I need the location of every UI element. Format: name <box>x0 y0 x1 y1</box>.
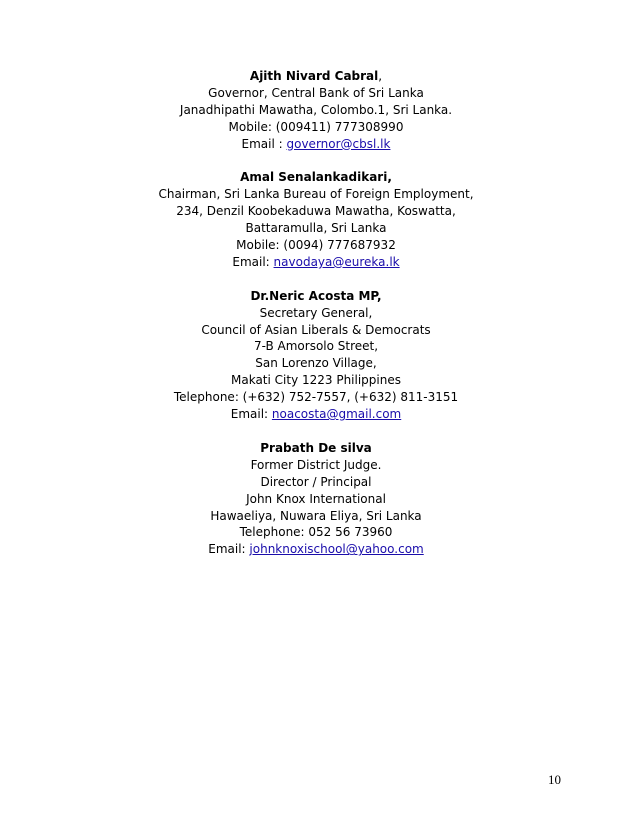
email-link[interactable]: navodaya@eureka.lk <box>273 254 400 269</box>
contact-line: Governor, Central Bank of Sri Lanka <box>208 85 424 100</box>
contact-name-line <box>0 68 632 85</box>
email-label: Email: <box>232 254 274 269</box>
contact-line: Telephone: 052 56 73960 <box>239 525 393 540</box>
contact-block <box>0 288 632 423</box>
contact-line: Director / Principal <box>260 474 372 489</box>
email-link[interactable]: governor@cbsl.lk <box>286 136 391 151</box>
email-link[interactable]: noacosta@gmail.com <box>271 407 402 422</box>
contact-name-suffix: , <box>378 69 383 83</box>
email-label: Email: <box>208 542 250 557</box>
contact-line: Makati City 1223 Philippines <box>231 373 401 388</box>
contact-name: Ajith Nivard Cabral <box>249 69 379 83</box>
contact-email-line <box>0 136 632 153</box>
contact-block <box>0 440 632 558</box>
contact-email-line <box>0 406 632 423</box>
contact-line: 7-B Amorsolo Street, <box>253 339 379 354</box>
contact-name: Dr.Neric Acosta MP, <box>250 288 382 303</box>
contact-email-line <box>0 254 632 271</box>
contact-name: Prabath De silva <box>260 440 372 455</box>
contact-line: Chairman, Sri Lanka Bureau of Foreign Employment, <box>158 187 474 202</box>
contact-line: Battaramulla, Sri Lanka <box>245 221 387 236</box>
contact-block <box>0 68 632 153</box>
email-link[interactable]: johnknoxischool@yahoo.com <box>249 542 424 557</box>
contact-line: John Knox International <box>246 491 386 506</box>
contact-line: Janadhipathi Mawatha, Colombo.1, Sri Lanka. <box>179 102 453 117</box>
contact-line: Secretary General, <box>259 305 373 320</box>
contact-list <box>0 68 632 575</box>
contact-line: Mobile: (0094) 777687932 <box>236 238 396 253</box>
contact-block <box>0 169 632 270</box>
email-label: Email: <box>230 407 272 422</box>
contact-name: Amal Senalankadikari, <box>240 170 392 185</box>
email-label: Email : <box>241 136 287 151</box>
contact-line: Former District Judge. <box>250 457 382 472</box>
contact-line: Mobile: (009411) 777308990 <box>228 119 404 134</box>
page-number: 10 <box>548 772 561 787</box>
contact-email-line <box>0 541 632 558</box>
contact-line: Council of Asian Liberals & Democrats <box>201 322 431 337</box>
contact-line: San Lorenzo Village, <box>255 356 377 371</box>
contact-line: 234, Denzil Koobekaduwa Mawatha, Koswatta, <box>176 204 456 219</box>
contact-line: Hawaeliya, Nuwara Eliya, Sri Lanka <box>210 508 422 523</box>
contact-line: Telephone: (+632) 752-7557, (+632) 811-3151 <box>173 390 459 405</box>
